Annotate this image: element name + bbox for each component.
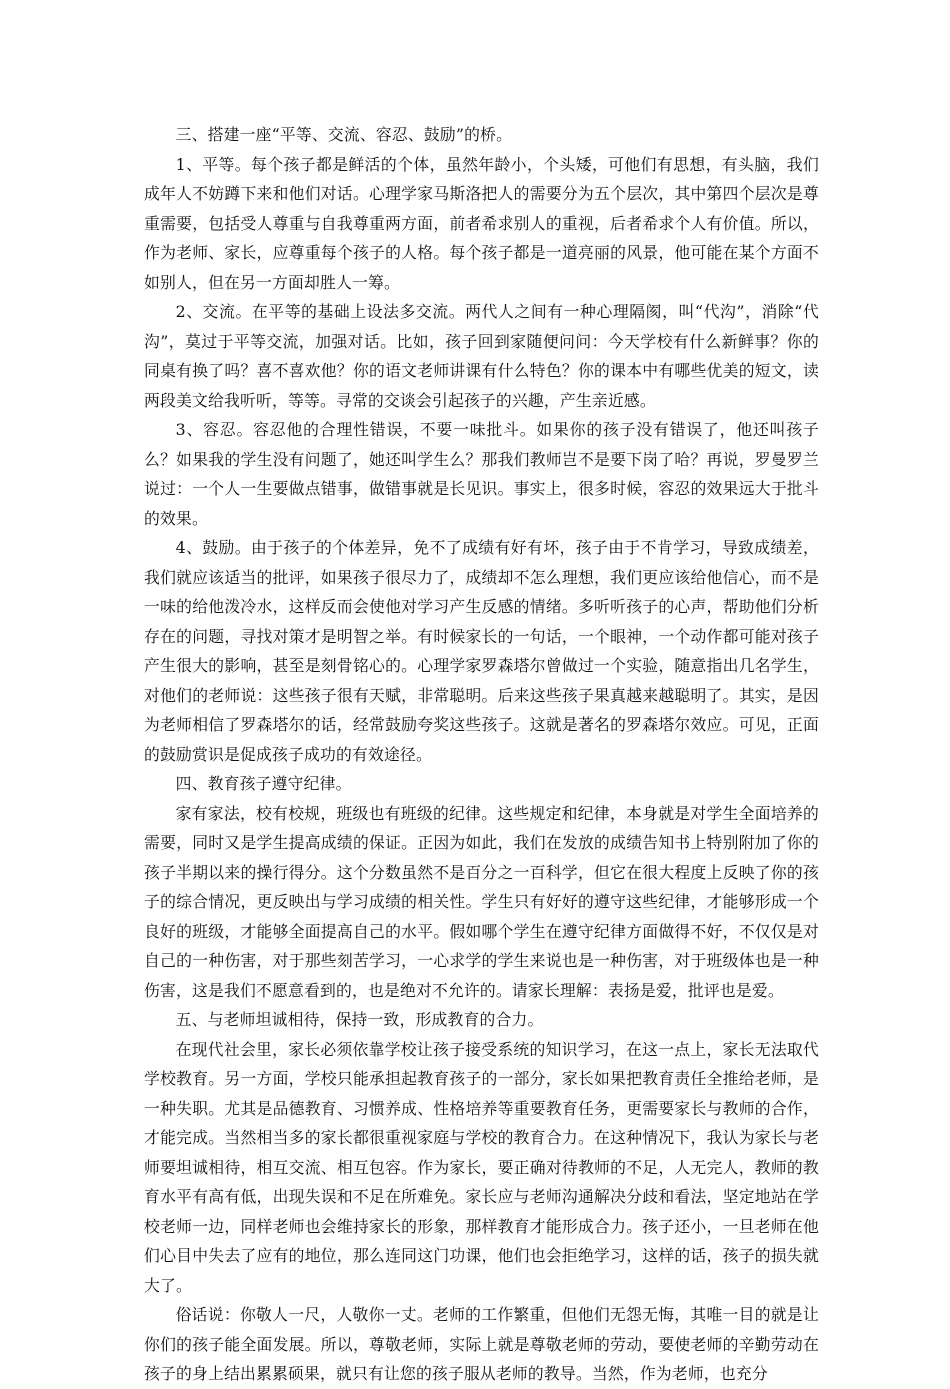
document-page bbox=[144, 120, 819, 1389]
paragraph-respect: 俗话说：你敬人一尺，人敬你一丈。老师的工作繁重，但他们无怨无悔，其唯一目的就是让你们的孩子能全面发展。所以，尊敬老师，实际上就是尊敬老师的劳动，要使老师的辛勤劳动在孩子的身上结出累累硕果，就只有让您的孩子服从老师的教导。当然，作为老师，也充分 bbox=[144, 1305, 819, 1383]
section-heading-3: 三、搭建一座“平等、交流、容忍、鼓励”的桥。 bbox=[175, 125, 513, 144]
section-heading-4: 四、教育孩子遵守纪律。 bbox=[175, 774, 352, 793]
paragraph-encouragement: 4、鼓励。由于孩子的个体差异，免不了成绩有好有坏，孩子由于不肯学习，导致成绩差，我们就应该适当的批评，如果孩子很尽力了，成绩却不怎么理想，我们更应该给他信心，而不是一味的给他泼冷水，这样反而会使他对学习产生反感的情绪。多听听孩子的心声，帮助他们分析存在的问题，寻找对策才是明智之举。有时候家长的一句话，一个眼神，一个动作都可能对孩子产生很大的影响，甚至是刻骨铭心的。心理学家罗森塔尔曾做过一个实验，随意指出几名学生，对他们的老师说：这些孩子很有天赋，非常聪明。后来这些孩子果真越来越聪明了。其实，是因为老师相信了罗森塔尔的话，经常鼓励夸奖这些孩子。这就是著名的罗森塔尔效应。可见，正面的鼓励赏识是促成孩子成功的有效途径。 bbox=[144, 538, 819, 764]
paragraph-discipline: 家有家法，校有校规，班级也有班级的纪律。这些规定和纪律，本身就是对学生全面培养的需要，同时又是学生提高成绩的保证。正因为如此，我们在发放的成绩告知书上特别附加了你的孩子半期以来的操行得分。这个分数虽然不是百分之一百科学，但它在很大程度上反映了你的孩子的综合情况，更反映出与学习成绩的相关性。学生只有好好的遵守这些纪律，才能够形成一个良好的班级，才能够全面提高自己的水平。假如哪个学生在遵守纪律方面做得不好，不仅仅是对自己的一种伤害，对于那些刻苦学习，一心求学的学生来说也是一种伤害，对于班级体也是一种伤害，这是我们不愿意看到的，也是绝对不允许的。请家长理解：表扬是爱，批评也是爱。 bbox=[144, 803, 819, 1000]
section-heading-5: 五、与老师坦诚相待，保持一致，形成教育的合力。 bbox=[175, 1010, 544, 1029]
paragraph-equality: 1、平等。每个孩子都是鲜活的个体，虽然年龄小，个头矮，可他们有思想，有头脑，我们成年人不妨蹲下来和他们对话。心理学家马斯洛把人的需要分为五个层次，其中第四个层次是尊重需要，包括受人尊重与自我尊重两方面，前者希求别人的重视，后者希求个人有价值。所以，作为老师、家长，应尊重每个孩子的人格。每个孩子都是一道亮丽的风景，他可能在某个方面不如别人，但在另一方面却胜人一筹。 bbox=[144, 154, 819, 292]
paragraph-communication: 2、交流。在平等的基础上设法多交流。两代人之间有一种心理隔阂，叫“代沟”，消除“代沟”，莫过于平等交流，加强对话。比如，孩子回到家随便问问：今天学校有什么新鲜事？你的同桌有换了吗？喜不喜欢他？你的语文老师讲课有什么特色？你的课本中有哪些优美的短文，读两段美文给我听听，等等。寻常的交谈会引起孩子的兴趣，产生亲近感。 bbox=[144, 302, 819, 410]
paragraph-cooperation: 在现代社会里，家长必须依靠学校让孩子接受系统的知识学习，在这一点上，家长无法取代学校教育。另一方面，学校只能承担起教育孩子的一部分，家长如果把教育责任全推给老师，是一种失职。尤其是品德教育、习惯养成、性格培养等重要教育任务，更需要家长与教师的合作，才能完成。当然相当多的家长都很重视家庭与学校的教育合力。在这种情况下，我认为家长与老师要坦诚相待，相互交流、相互包容。作为家长，要正确对待教师的不足，人无完人，教师的教育水平有高有低，出现失误和不足在所难免。家长应与老师沟通解决分歧和看法，坚定地站在学校老师一边，同样老师也会维持家长的形象，那样教育才能形成合力。孩子还小，一旦老师在他们心目中失去了应有的地位，那么连同这门功课，他们也会拒绝学习，这样的话，孩子的损失就大了。 bbox=[144, 1039, 819, 1295]
paragraph-tolerance: 3、容忍。容忍他的合理性错误，不要一味批斗。如果你的孩子没有错误了，他还叫孩子么？如果我的学生没有问题了，她还叫学生么？那我们教师岂不是要下岗了哈？再说，罗曼罗兰说过：一个人一生要做点错事，做错事就是长见识。事实上，很多时候，容忍的效果远大于批斗的效果。 bbox=[144, 420, 819, 528]
